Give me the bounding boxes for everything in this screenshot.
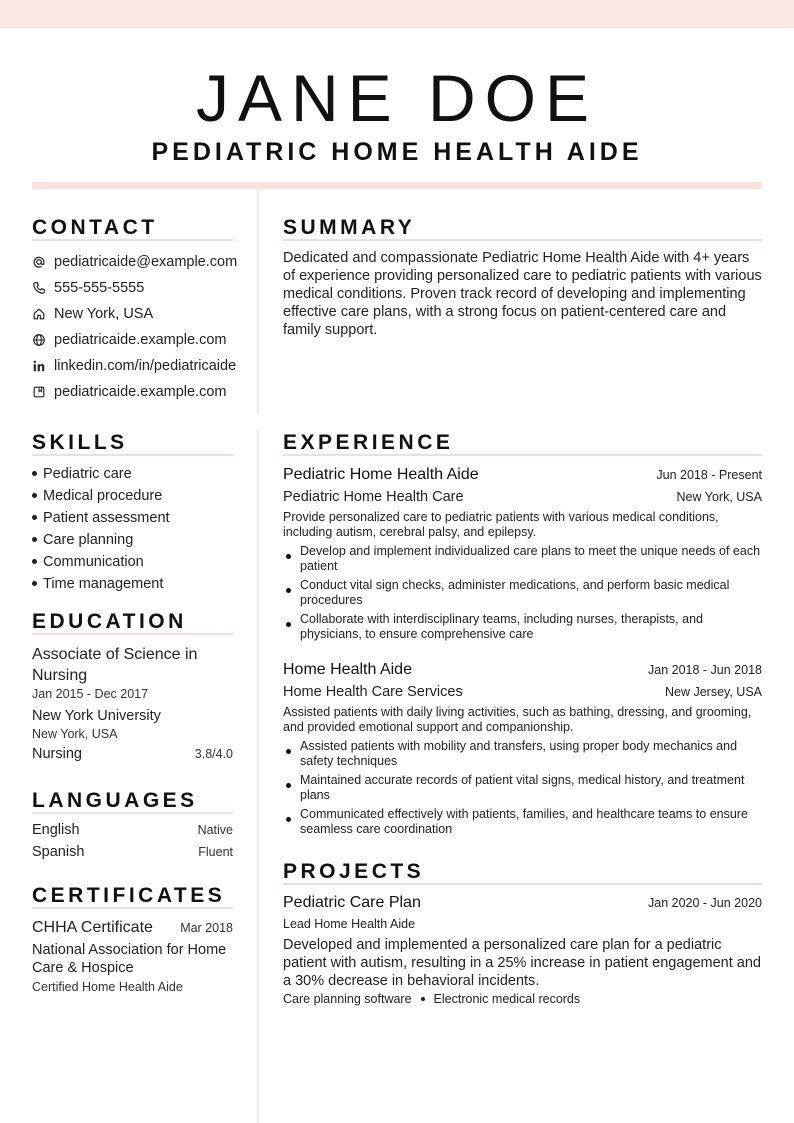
certificate-desc: Certified Home Health Aide [32,980,183,994]
contact-portfolio[interactable] [32,379,258,405]
experience-entry [283,465,762,646]
skill-item: Communication [32,552,242,574]
contact-linkedin[interactable] [32,353,258,379]
contact-website-text: pediatricaide.example.com [54,332,227,348]
contact-list [32,249,258,405]
job-dates: Jan 2018 - Jun 2018 [648,663,762,677]
job-company: Pediatric Home Health Care [283,489,464,505]
job-location: New York, USA [676,490,762,504]
project-tool: Care planning software [283,992,412,1006]
skills-list [32,464,242,596]
candidate-title: PEDIATRIC HOME HEALTH AIDE [151,138,643,166]
languages-heading: LANGUAGES [32,789,198,812]
skill-item: Pediatric care [32,464,242,486]
project-entry [283,893,762,1006]
candidate-name: JANE DOE [195,61,599,135]
project-title: Pediatric Care Plan [283,894,421,911]
education-heading: EDUCATION [32,610,187,633]
education-gpa: 3.8/4.0 [194,747,233,761]
job-bullet: Communicated effectively with patients, families, and healthcare teams to ensure seamless care coordination [283,807,762,837]
skills-heading-rule [32,454,233,456]
job-dates: Jun 2018 - Present [656,468,762,482]
summary-heading-rule [283,239,762,241]
skill-item: Patient assessment [32,508,242,530]
job-location: New Jersey, USA [664,685,762,699]
summary-heading: SUMMARY [283,216,416,239]
contact-phone[interactable] [32,275,258,301]
job-description: Assisted patients with daily living activities, such as bathing, dressing, and grooming, and provided emotional support and companionship. [283,705,752,734]
contact-heading-rule [32,239,233,241]
contact-email[interactable] [32,249,258,275]
certificate-org: National Association for Home Care & Hospice [32,942,227,976]
bookmark-icon [32,385,46,399]
experience-entry [283,660,762,841]
projects-heading: PROJECTS [283,860,425,883]
contact-phone-text: 555-555-5555 [54,280,145,296]
phone-icon [32,281,46,295]
languages-list [32,822,233,866]
projects-heading-rule [283,883,762,885]
job-title: Pediatric Home Health Aide [283,466,479,483]
job-title: Home Health Aide [283,661,412,678]
contact-location-text: New York, USA [54,306,154,322]
contact-location [32,301,258,327]
contact-email-text: pediatricaide@example.com [54,254,238,270]
certificate-entry [32,917,233,995]
job-bullet: Assisted patients with mobility and transfers, using proper body mechanics and safety techniques [283,739,762,769]
education-entry [32,644,233,762]
globe-icon [32,333,46,347]
top-accent-band [0,0,794,28]
skill-item: Time management [32,574,242,596]
education-heading-rule [32,633,233,635]
certificates-heading-rule [32,907,233,909]
skill-item: Care planning [32,530,242,552]
certificates-heading: CERTIFICATES [32,884,226,907]
language-item: Spanish Fluent [32,844,233,860]
job-bullets [283,739,762,837]
job-description: Provide personalized care to pediatric patients with various medical conditions, including autism, cerebral palsy, and epilepsy. [283,510,719,539]
column-divider-bottom [257,430,259,1123]
experience-heading: EXPERIENCE [283,431,454,454]
contact-website[interactable] [32,327,258,353]
language-item: English Native [32,822,233,838]
experience-heading-rule [283,454,762,456]
project-description: Developed and implemented a personalized care plan for a pediatric patient with autism, resulting in a 25% increase in patient engagement and a 30% decrease in behavioral incidents. [283,937,761,989]
contact-portfolio-text: pediatricaide.example.com [54,384,227,400]
education-school: New York University [32,708,161,724]
linkedin-icon [32,359,46,373]
certificate-name: CHHA Certificate [32,919,153,936]
contact-heading: CONTACT [32,216,158,239]
skill-item: Medical procedure [32,486,242,508]
languages-heading-rule [32,812,233,814]
project-tool: Electronic medical records [433,992,581,1006]
job-company: Home Health Care Services [283,684,463,700]
education-location: New York, USA [32,727,118,741]
skills-heading: SKILLS [32,431,128,454]
at-icon [32,255,46,269]
contact-linkedin-text: linkedin.com/in/pediatricaide [54,358,237,374]
project-dates: Jan 2020 - Jun 2020 [648,896,762,910]
education-dates: Jan 2015 - Dec 2017 [32,687,149,701]
job-bullets [283,544,762,642]
education-major: Nursing [32,746,82,762]
project-role: Lead Home Health Aide [283,917,416,931]
home-icon [32,307,46,321]
header-divider [32,182,762,189]
certificate-date: Mar 2018 [180,921,233,935]
job-bullet: Develop and implement individualized care plans to meet the unique needs of each patient [283,544,762,574]
project-tools [283,992,762,1006]
education-degree: Associate of Science in Nursing [32,646,198,684]
job-bullet: Maintained accurate records of patient vital signs, medical history, and treatment plans [283,773,762,803]
job-bullet: Collaborate with interdisciplinary teams, including nurses, therapists, and physicians, to ensure comprehensive care [283,612,762,642]
summary-text: Dedicated and compassionate Pediatric Home Health Aide with 4+ years of experience providing personalized care to pediatric patients with various medical conditions. Proven track record of developing and implementing effective care plans, with a strong focus on patient-centered care and family support. [283,250,762,338]
job-bullet: Conduct vital sign checks, administer medications, and perform basic medical procedures [283,578,762,608]
